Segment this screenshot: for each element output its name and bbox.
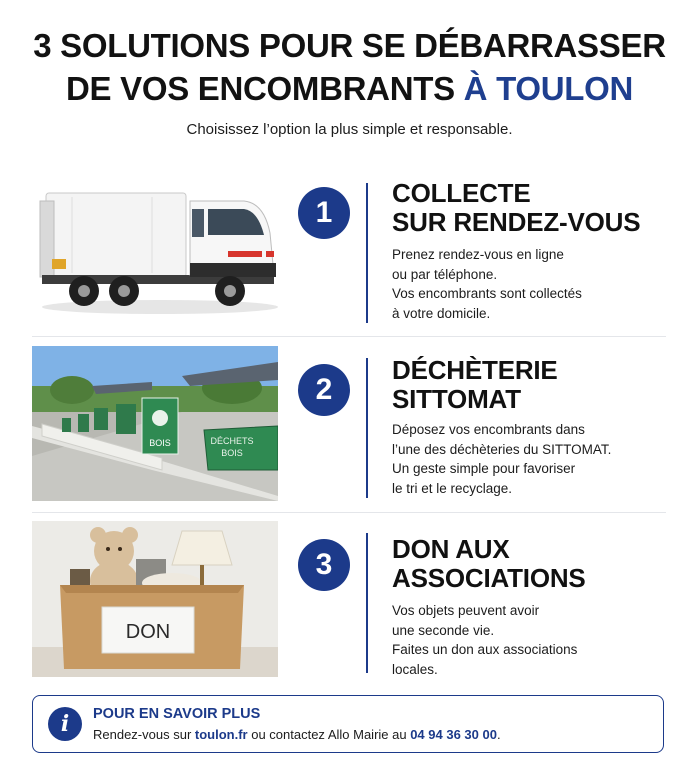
vertical-divider — [366, 533, 368, 673]
sign-label: BOIS — [149, 438, 171, 448]
phone-number[interactable]: 04 94 36 30 00 — [410, 727, 497, 742]
title-accent: À TOULON — [463, 70, 633, 107]
container-label-line-2: BOIS — [221, 448, 243, 458]
description-line: ou par téléphone. — [392, 266, 498, 282]
description-line: Un geste simple pour favoriser — [392, 461, 576, 476]
description-line: locales. — [392, 661, 438, 677]
truck-illustration — [32, 175, 278, 325]
page-title — [0, 24, 699, 110]
box-label: DON — [125, 621, 171, 643]
option-title-line: ASSOCIATIONS — [392, 563, 586, 593]
option-title-line: SUR RENDEZ-VOUS — [392, 207, 641, 237]
description-line: l’une des déchèteries du SITTOMAT. — [392, 441, 612, 457]
option-title — [392, 356, 682, 414]
title-line-2 — [0, 67, 699, 110]
title-line-2-prefix: DE VOS ENCOMBRANTS — [66, 70, 464, 107]
page-subtitle: Choisissez l’option la plus simple et responsable. — [186, 121, 513, 138]
vertical-divider — [366, 183, 368, 323]
option-number-badge: 1 — [298, 187, 350, 239]
option-title — [392, 535, 682, 593]
info-icon: i — [48, 707, 82, 741]
section-divider — [32, 336, 666, 337]
truck-icon — [32, 175, 278, 325]
option-description — [392, 420, 682, 498]
website-link[interactable]: toulon.fr — [194, 727, 248, 742]
description-line: à votre domicile. — [392, 305, 491, 321]
description-line: Vos objets peuvent avoir — [392, 603, 540, 618]
option-title-line: DÉCHÈTERIE — [392, 355, 558, 385]
donation-box-image — [32, 521, 278, 677]
recycling-center-image — [32, 346, 278, 501]
option-description — [392, 245, 682, 323]
option-don — [0, 515, 699, 685]
info-text-start: Rendez-vous sur — [93, 727, 195, 742]
title-line-1: 3 SOLUTIONS POUR SE DÉBARRASSER — [33, 27, 666, 64]
option-number-badge: 2 — [298, 364, 350, 416]
option-number-badge: 3 — [298, 539, 350, 591]
option-collecte — [0, 165, 699, 335]
info-text-middle: ou contactez Allo Mairie au — [247, 727, 411, 742]
info-text-end: . — [496, 727, 501, 742]
option-decheterie — [0, 340, 699, 510]
vertical-divider — [366, 358, 368, 498]
option-title-line: DON AUX — [392, 534, 510, 564]
option-title — [392, 179, 682, 237]
description-line: le tri et le recyclage. — [392, 480, 513, 496]
container-label-line-1: DÉCHETS — [210, 436, 254, 446]
option-title-line: COLLECTE — [392, 178, 531, 208]
description-line: une seconde vie. — [392, 622, 495, 638]
description-line: Faites un don aux associations — [392, 642, 578, 657]
option-description — [392, 601, 682, 679]
description-line: Vos encombrants sont collectés — [392, 286, 582, 301]
description-line: Déposez vos encombrants dans — [392, 422, 585, 437]
info-text — [93, 727, 501, 742]
description-line: Prenez rendez-vous en ligne — [392, 247, 564, 262]
donation-box-photo — [32, 521, 278, 677]
recycling-center-photo — [32, 346, 278, 501]
info-title: POUR EN SAVOIR PLUS — [93, 706, 261, 722]
info-box — [32, 695, 664, 753]
option-title-line: SITTOMAT — [392, 384, 521, 414]
section-divider — [32, 512, 666, 513]
